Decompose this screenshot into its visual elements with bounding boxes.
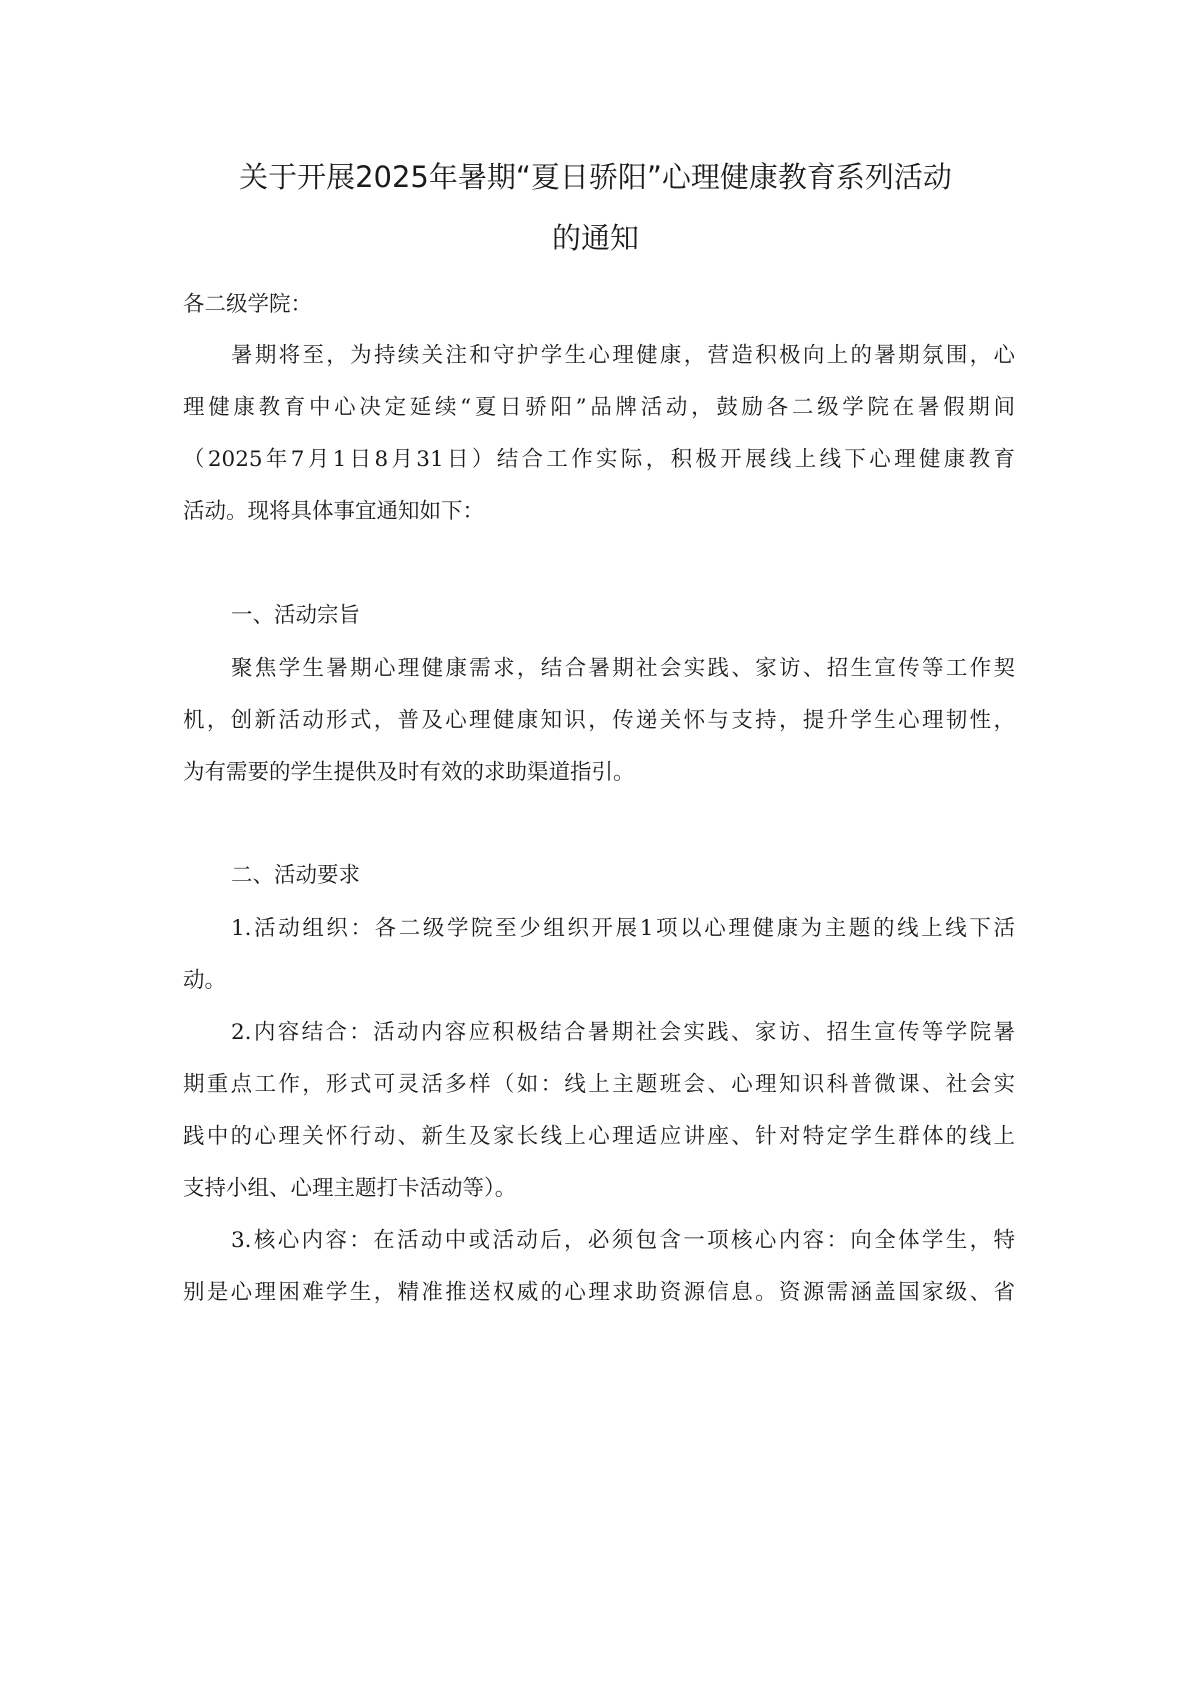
section1-heading: 一、活动宗旨 [231, 603, 361, 628]
intro-line: （2025年7月1日8月31日）结合工作实际，积极开展线上线下心理健康教育 [183, 447, 1015, 472]
section2-item2-line: 践中的心理关怀行动、新生及家长线上心理适应讲座、针对特定学生群体的线上 [183, 1124, 1015, 1149]
section2-item3-line: 3.核心内容：在活动中或活动后，必须包含一项核心内容：向全体学生，特 [231, 1228, 1015, 1253]
section1-line: 机，创新活动形式，普及心理健康知识，传递关怀与支持，提升学生心理韧性， [183, 708, 1015, 733]
section2-item2-line: 2.内容结合：活动内容应积极结合暑期社会实践、家访、招生宣传等学院暑 [231, 1020, 1015, 1045]
section2-item3-line: 别是心理困难学生，精准推送权威的心理求助资源信息。资源需涵盖国家级、省 [183, 1280, 1015, 1305]
section2-item1-line: 动。 [183, 968, 227, 993]
section1-line: 为有需要的学生提供及时有效的求助渠道指引。 [183, 760, 635, 785]
section2-item2-line: 支持小组、心理主题打卡活动等）。 [183, 1176, 517, 1201]
document-title-line2: 的通知 [551, 221, 639, 255]
document-title-line1: 关于开展2025年暑期“夏日骄阳”心理健康教育系列活动 [239, 160, 952, 194]
section2-heading: 二、活动要求 [231, 863, 361, 888]
intro-line: 活动。现将具体事宜通知如下： [183, 499, 485, 524]
section2-item2-line: 期重点工作，形式可灵活多样（如：线上主题班会、心理知识科普微课、社会实 [183, 1072, 1015, 1097]
intro-line: 理健康教育中心决定延续“夏日骄阳”品牌活动，鼓励各二级学院在暑假期间 [183, 395, 1015, 420]
salutation: 各二级学院： [183, 292, 313, 317]
section2-item1-line: 1.活动组织：各二级学院至少组织开展1项以心理健康为主题的线上线下活 [231, 916, 1015, 941]
section1-line: 聚焦学生暑期心理健康需求，结合暑期社会实践、家访、招生宣传等工作契 [231, 656, 1015, 681]
intro-line: 暑期将至，为持续关注和守护学生心理健康，营造积极向上的暑期氛围，心 [231, 343, 1015, 368]
